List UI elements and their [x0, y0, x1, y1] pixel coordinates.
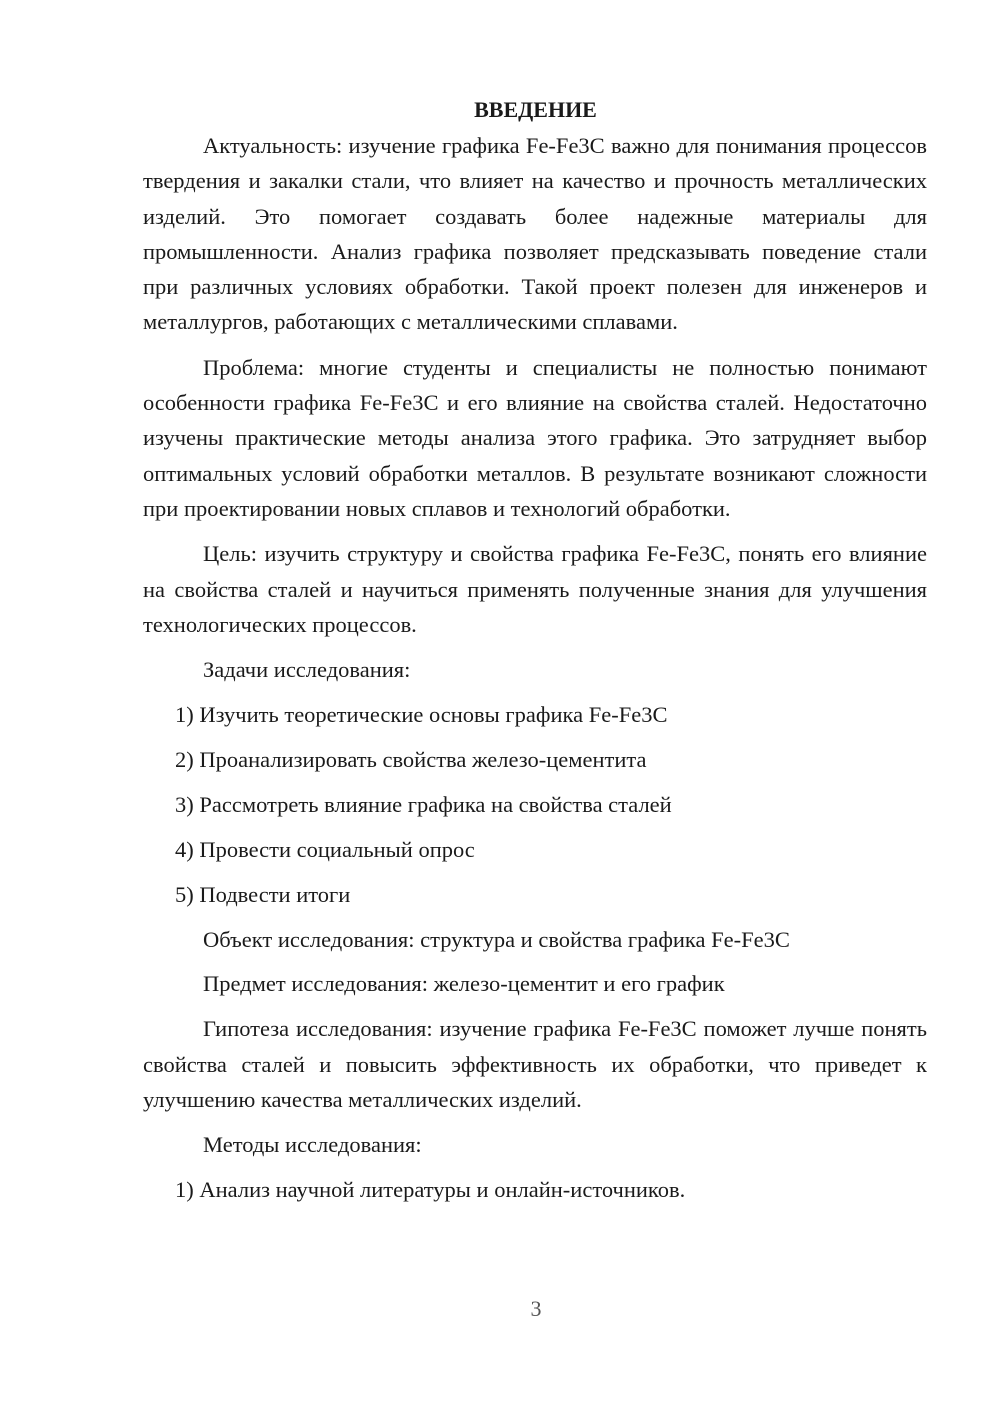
- methods-heading: Методы исследования:: [203, 1132, 422, 1158]
- document-page: [143, 92, 927, 1217]
- task-item: 1) Изучить теоретические основы графика Fe-Fe3C: [175, 702, 668, 728]
- task-item: 3) Рассмотреть влияние графика на свойства сталей: [175, 791, 672, 817]
- research-subject: Предмет исследования: железо-цементит и его график: [203, 971, 725, 997]
- research-object: Объект исследования: структура и свойства графика Fe-Fe3C: [203, 926, 790, 952]
- hypothesis-paragraph: Гипотеза исследования: изучение графика Fe-Fe3C поможет лучше понять свойства сталей и повысить эффективность их обработки, что приведет к улучшению качества металлических изделий.: [143, 1016, 927, 1112]
- document-title: ВВЕДЕНИЕ: [474, 97, 597, 122]
- methods-list: [143, 1172, 927, 1207]
- page-number: 3: [530, 1296, 542, 1321]
- tasks-list: [143, 697, 927, 912]
- task-item: 2) Проанализировать свойства железо-цементита: [175, 746, 647, 772]
- tasks-heading: Задачи исследования:: [203, 657, 411, 683]
- problem-paragraph: Проблема: многие студенты и специалисты не полностью понимают особенности графика Fe-Fe3C и его влияние на свойства сталей. Недостаточно изучены практические методы анализа этого графика. Это затрудняет выбор оптимальных условий обработки металлов. В результате возникают сложности при проектировании новых сплавов и технологий обработки.: [143, 354, 927, 521]
- goal-paragraph: Цель: изучить структуру и свойства графика Fe-Fe3C, понять его влияние на свойства сталей и научиться применять полученные знания для улучшения технологических процессов.: [143, 541, 927, 637]
- task-item: 4) Провести социальный опрос: [175, 836, 475, 862]
- relevance-paragraph: Актуальность: изучение графика Fe-Fe3C важно для понимания процессов твердения и закалки стали, что влияет на качество и прочность металлических изделий. Это помогает создавать более надежные материалы для промышленности. Анализ графика позволяет предсказывать поведение стали при различных условиях обработки. Такой проект полезен для инженеров и металлургов, работающих с металлическими сплавами.: [143, 133, 927, 335]
- method-item: 1) Анализ научной литературы и онлайн-источников.: [175, 1177, 686, 1203]
- task-item: 5) Подвести итоги: [175, 881, 351, 907]
